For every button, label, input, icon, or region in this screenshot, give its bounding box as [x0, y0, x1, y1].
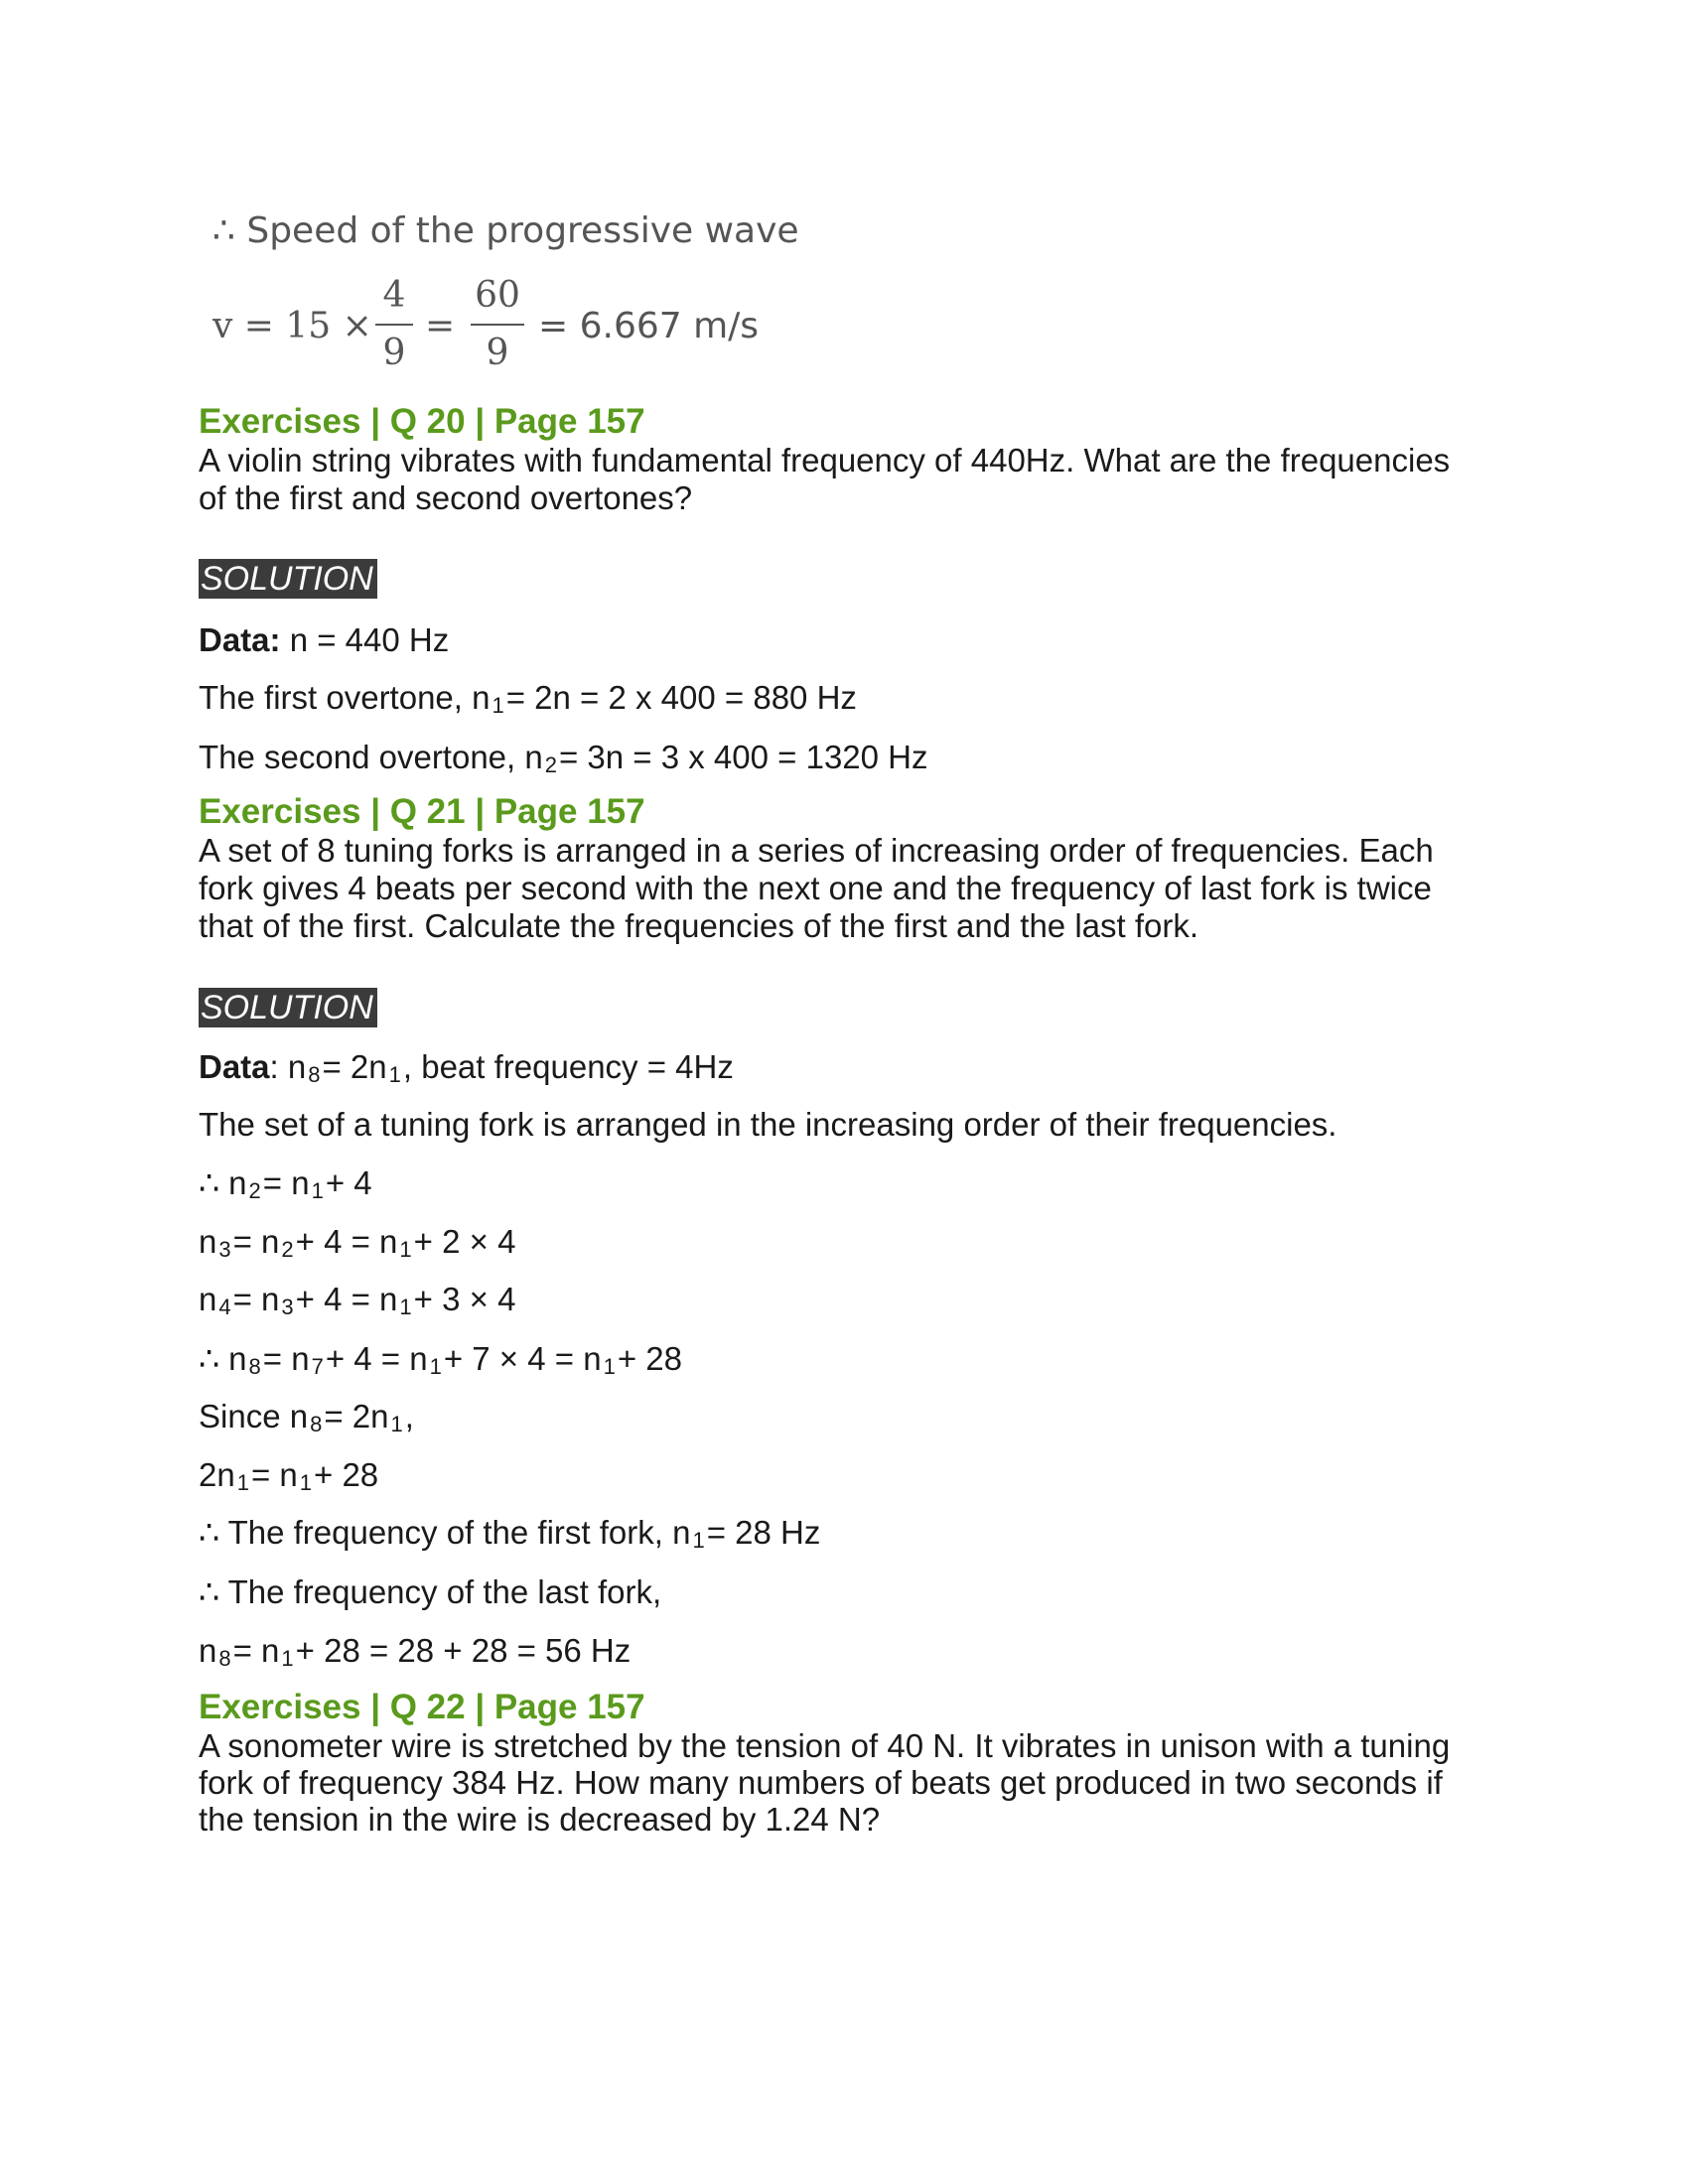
q22-question-line-3: the tension in the wire is decreased by 1.24 N?	[199, 1801, 881, 1838]
speed-lhs: v = 15 ×	[212, 306, 372, 346]
q22-question-line-2: fork of frequency 384 Hz. How many numbers of beats get produced in two seconds if	[199, 1764, 1443, 1801]
q20-question-line-2: of the first and second overtones?	[199, 479, 693, 516]
fraction-60-over-9: 60 9	[471, 274, 524, 375]
q21-question-line-3: that of the first. Calculate the frequencies of the first and the last fork.	[199, 907, 1199, 944]
q21-set-line: The set of a tuning fork is arranged in the increasing order of their frequencies.	[199, 1106, 1337, 1143]
q21-eq-line-6: 2n1= n1+ 28	[199, 1456, 379, 1495]
q21-eq-line-8: ∴ The frequency of the last fork,	[199, 1573, 662, 1610]
q21-eq-line-7: ∴ The frequency of the first fork, n1= 28 Hz	[199, 1514, 821, 1553]
q20-question-line-1: A violin string vibrates with fundamental frequency of 440Hz. What are the frequencies	[199, 442, 1451, 478]
q21-eq-line-4: ∴ n8= n7+ 4 = n1+ 7 × 4 = n1+ 28	[199, 1340, 682, 1379]
q21-eq-line-9: n8= n1+ 28 = 28 + 28 = 56 Hz	[199, 1632, 632, 1671]
q21-question-line-2: fork gives 4 beats per second with the next one and the frequency of last fork is twice	[199, 870, 1432, 906]
q21-question-line-1: A set of 8 tuning forks is arranged in a series of increasing order of frequencies. Each	[199, 832, 1434, 869]
q22-heading: Exercises | Q 22 | Page 157	[199, 1688, 645, 1726]
q20-heading: Exercises | Q 20 | Page 157	[199, 402, 645, 441]
q21-solution-label: SOLUTION	[199, 988, 377, 1027]
speed-result: = 6.667 m/s	[538, 306, 760, 346]
speed-heading: ∴ Speed of the progressive wave	[212, 210, 799, 251]
q20-data-line: Data: n = 440 Hz	[199, 621, 450, 658]
q21-data-line: Data: n8= 2n1, beat frequency = 4Hz	[199, 1048, 734, 1087]
equals-sign: =	[425, 306, 456, 346]
q21-eq-line-1: ∴ n2= n1+ 4	[199, 1164, 372, 1203]
q21-eq-line-2: n3= n2+ 4 = n1+ 2 × 4	[199, 1223, 516, 1262]
q22-question-line-1: A sonometer wire is stretched by the tension of 40 N. It vibrates in unison with a tuning	[199, 1727, 1451, 1764]
fraction-4-over-9: 4 9	[375, 274, 413, 375]
q20-first-overtone: The first overtone, n1= 2n = 2 x 400 = 880 Hz	[199, 679, 857, 718]
q21-heading: Exercises | Q 21 | Page 157	[199, 792, 645, 831]
q21-eq-line-3: n4= n3+ 4 = n1+ 3 × 4	[199, 1281, 516, 1319]
q21-eq-line-5: Since n8= 2n1,	[199, 1398, 414, 1436]
q20-second-overtone: The second overtone, n2= 3n = 3 x 400 = 1320 Hz	[199, 739, 928, 777]
q20-solution-label: SOLUTION	[199, 559, 377, 599]
